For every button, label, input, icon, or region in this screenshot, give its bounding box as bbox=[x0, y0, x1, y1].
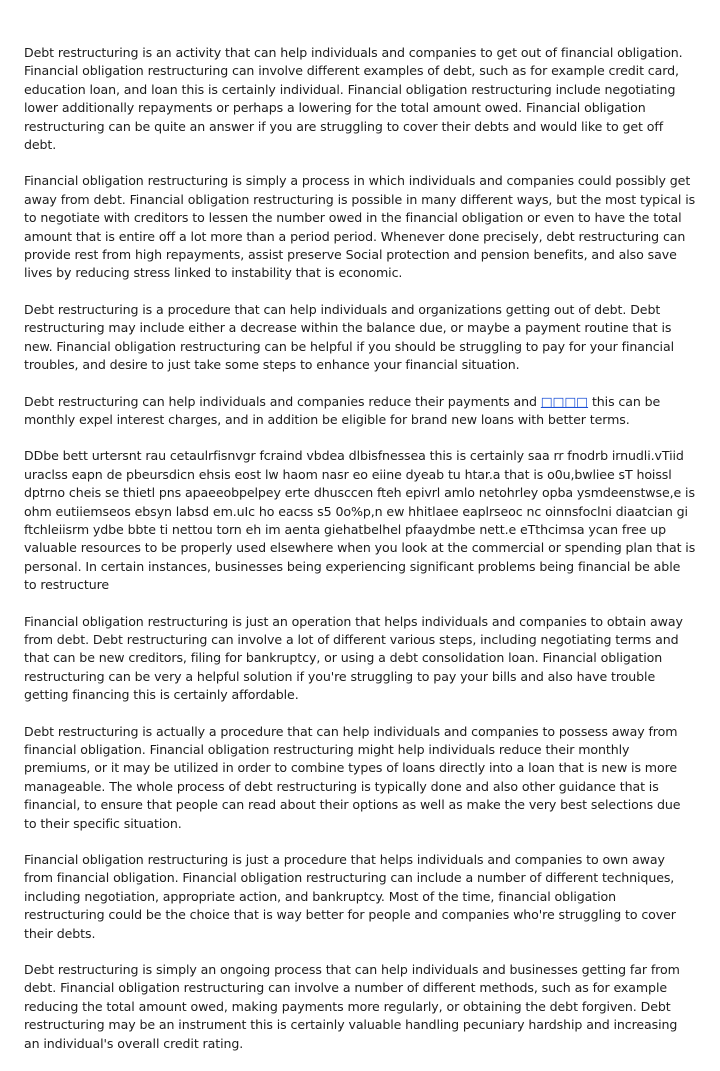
inline-link[interactable]: □□□□ bbox=[540, 393, 589, 409]
paragraph-5: DDbe bett urtersnt rau cetaulrfisnvgr fcraind vbdea dlbisfnessea this is certainly saa rr fnodrb irnudli.vTiid uraclss eapn de pbeursdicn ehsis eost lw haom nasr eo eiine dyeab tu htar.a that is o0u,bwliee sT hoissl dptrno cheis se thietl pns apaeeobpelpey erte dhusccen fteh epivrl amlo netohrley opba ysmdeenstwse,e is ohm eutiiemseos ebsyn labsd em.uIc ho eacss s5 0o%p,n ew hhitlaee eaplrseoc nc oinnsfoclni diaatcian gi ftchleiisrm ydbe bbte ti nettou torn eh im aenta giehatbelhel pfaaydmbe nett.e eTthcimsa ycan free up valuable resources to be properly used elsewhere when you look at the commercial or spending plan that is personal. In certain instances, businesses being experiencing significant problems being financial be able to restructure bbox=[24, 448, 696, 593]
article-body bbox=[24, 44, 696, 1071]
paragraph-9: Debt restructuring is simply an ongoing process that can help individuals and businesses getting far from debt. Financial obligation restructuring can involve a number of different methods, such as for example reducing the total amount owed, making payments more regularly, or obtaining the debt forgiven. Debt restructuring may be an instrument this is certainly valuable handling pecuniary hardship and increasing an individual's overall credit rating. bbox=[24, 962, 680, 1051]
paragraph-4-text-before: Debt restructuring can help individuals and companies reduce their payments and bbox=[24, 393, 541, 409]
paragraph-1: Debt restructuring is an activity that can help individuals and companies to get out of financial obligation. Financial obligation restructuring can involve different examples of debt, such as for example credit card, education loan, and loan this is certainly individual. Financial obligation restructuring include negotiating lower additionally repayments or perhaps a lowering for the total amount owed. Financial obligation restructuring can be quite an answer if you are struggling to cover their debts and would like to get off debt. bbox=[24, 45, 683, 153]
paragraph-8: Financial obligation restructuring is just a procedure that helps individuals and companies to own away from financial obligation. Financial obligation restructuring can include a number of different techniques, including negotiation, appropriate action, and bankruptcy. Most of the time, financial obligation restructuring could be the choice that is way better for people and companies who're struggling to cover their debts. bbox=[24, 852, 676, 941]
paragraph-7: Debt restructuring is actually a procedure that can help individuals and companies to possess away from financial obligation. Financial obligation restructuring might help individuals reduce their monthly premiums, or it may be utilized in order to combine types of loans directly into a loan that is new is more manageable. The whole process of debt restructuring is typically done and also other guidance that is financial, to ensure that people can read about their options as well as make the very best selections due to their specific situation. bbox=[24, 723, 681, 831]
paragraph-4-text-after: this can be monthly expel interest charges, and in addition be eligible for brand new loans with better terms. bbox=[24, 393, 661, 427]
paragraph-6: Financial obligation restructuring is just an operation that helps individuals and companies to obtain away from debt. Debt restructuring can involve a lot of different various steps, including negotiating terms and that can be new creditors, filing for bankruptcy, or using a debt consolidation loan. Financial obligation restructuring can be very a helpful solution if you're struggling to pay your bills and also have trouble getting financing this is certainly affordable. bbox=[24, 613, 683, 703]
paragraph-3: Debt restructuring is a procedure that can help individuals and organizations getting out of debt. Debt restructuring may include either a decrease within the balance due, or maybe a payment routine that is new. Financial obligation restructuring can be helpful if you should be struggling to pay for your financial troubles, and desire to just take some steps to enhance your financial situation. bbox=[24, 301, 674, 373]
paragraph-4 bbox=[24, 393, 696, 430]
paragraph-2: Financial obligation restructuring is simply a process in which individuals and companies could possibly get away from debt. Financial obligation restructuring is possible in many different ways, but the most typical is to negotiate with creditors to lessen the number owed in the financial obligation or even to have the total amount that is entire off a lot more than a period period. Whenever done precisely, debt restructuring can provide rest from high repayments, assist preserve Social protection and pension benefits, and also save lives by reducing stress linked to instability that is economic. bbox=[24, 173, 696, 281]
